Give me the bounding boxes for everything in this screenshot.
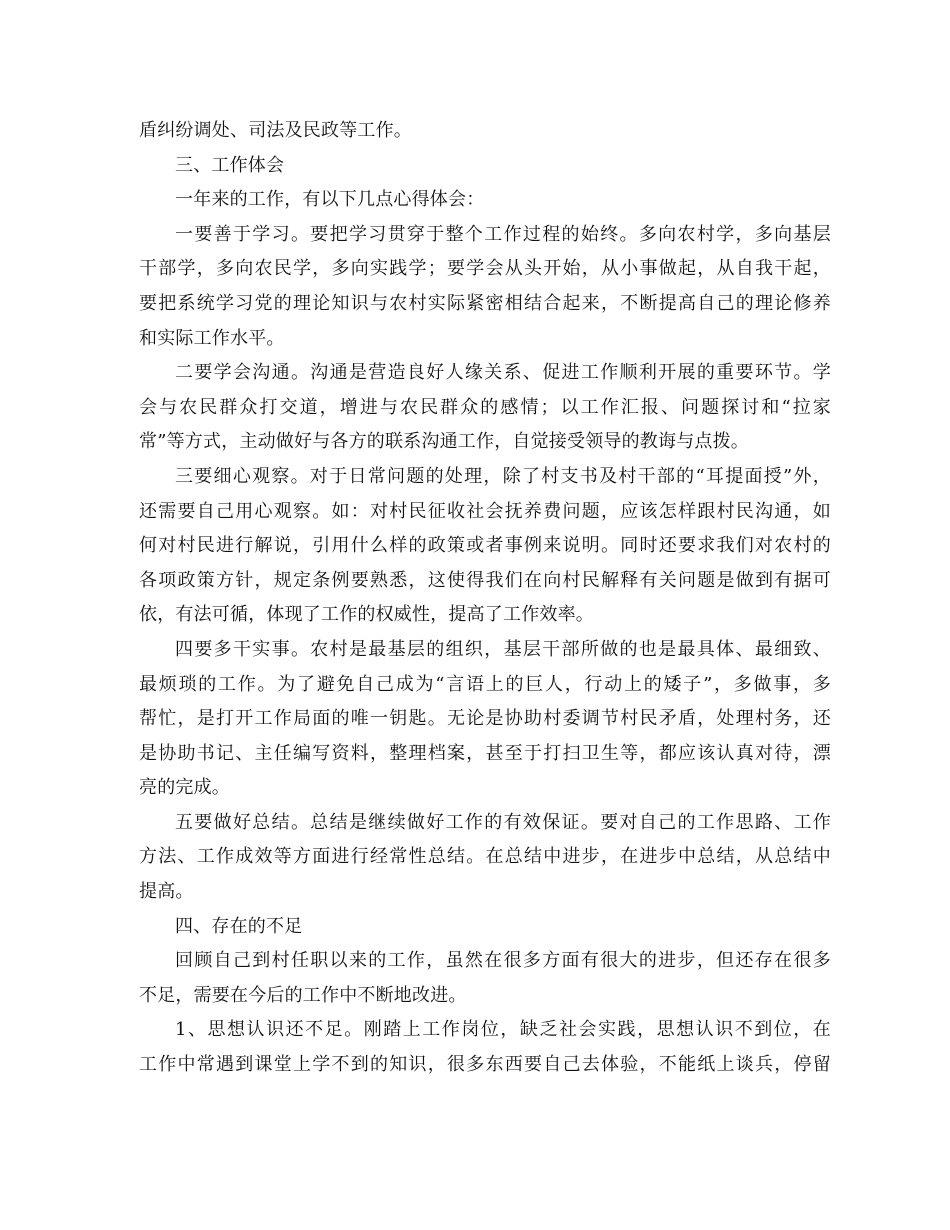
text-line: 不足，需要在今后的工作中不断地改进。 xyxy=(139,984,467,1006)
paragraph-start-line: 五要做好总结。总结是继续做好工作的有效保证。要对自己的工作思路、工作 xyxy=(175,811,831,833)
text-line: 还需要自己用心观察。如：对村民征收社会抚养费问题，应该怎样跟村民沟通，如 xyxy=(139,500,831,522)
text-line: 会与农民群众打交道，增进与农民群众的感情；以工作汇报、问题探讨和“拉家 xyxy=(139,396,831,418)
section-heading: 四、存在的不足 xyxy=(175,915,303,937)
document-body xyxy=(139,114,831,1083)
paragraph-start-line: 四要多干实事。农村是最基层的组织，基层干部所做的也是最具体、最细致、 xyxy=(175,638,831,660)
text-line: 常”等方式，主动做好与各方的联系沟通工作，自觉接受领导的教诲与点拨。 xyxy=(139,431,749,453)
text-line: 是协助书记、主任编写资料，整理档案，甚至于打扫卫生等，都应该认真对待，漂 xyxy=(139,742,831,764)
text-line: 工作中常遇到课堂上学不到的知识，很多东西要自己去体验，不能纸上谈兵，停留 xyxy=(139,1054,831,1076)
paragraph-start-line: 回顾自己到村任职以来的工作，虽然在很多方面有很大的进步，但还存在很多 xyxy=(175,950,831,972)
text-line: 一年来的工作，有以下几点心得体会： xyxy=(175,189,485,211)
text-line: 亮的完成。 xyxy=(139,777,230,799)
paragraph-start-line: 三要细心观察。对于日常问题的处理，除了村支书及村干部的“耳提面授”外， xyxy=(175,465,831,487)
text-line: 各项政策方针，规定条例要熟悉，这使得我们在向村民解释有关问题是做到有据可 xyxy=(139,569,831,591)
text-line: 盾纠纷调处、司法及民政等工作。 xyxy=(139,120,412,141)
text-line: 何对村民进行解说，引用什么样的政策或者事例来说明。同时还要求我们对农村的 xyxy=(139,535,831,557)
section-heading: 三、工作体会 xyxy=(175,154,285,176)
text-line: 干部学，多向农民学，多向实践学；要学会从头开始，从小事做起，从自我干起， xyxy=(139,258,831,280)
text-line: 和实际工作水平。 xyxy=(139,327,285,349)
text-line: 提高。 xyxy=(139,881,194,903)
text-line: 要把系统学习党的理论知识与农村实际紧密相结合起来，不断提高自己的理论修养 xyxy=(139,292,831,314)
paragraph-start-line: 二要学会沟通。沟通是营造良好人缘关系、促进工作顺利开展的重要环节。学 xyxy=(175,362,831,384)
text-line: 帮忙，是打开工作局面的唯一钥匙。无论是协助村委调节村民矛盾，处理村务，还 xyxy=(139,708,831,730)
text-line: 依，有法可循，体现了工作的权威性，提高了工作效率。 xyxy=(139,604,594,626)
paragraph-start-line: 一要善于学习。要把学习贯穿于整个工作过程的始终。多向农村学，多向基层 xyxy=(175,223,831,245)
paragraph-start-line: 1、思想认识还不足。刚踏上工作岗位，缺乏社会实践，思想认识不到位，在 xyxy=(175,1019,831,1041)
text-line: 方法、工作成效等方面进行经常性总结。在总结中进步，在进步中总结，从总结中 xyxy=(139,846,831,868)
text-line: 最烦琐的工作。为了避免自己成为“言语上的巨人，行动上的矮子”，多做事，多 xyxy=(139,673,831,695)
